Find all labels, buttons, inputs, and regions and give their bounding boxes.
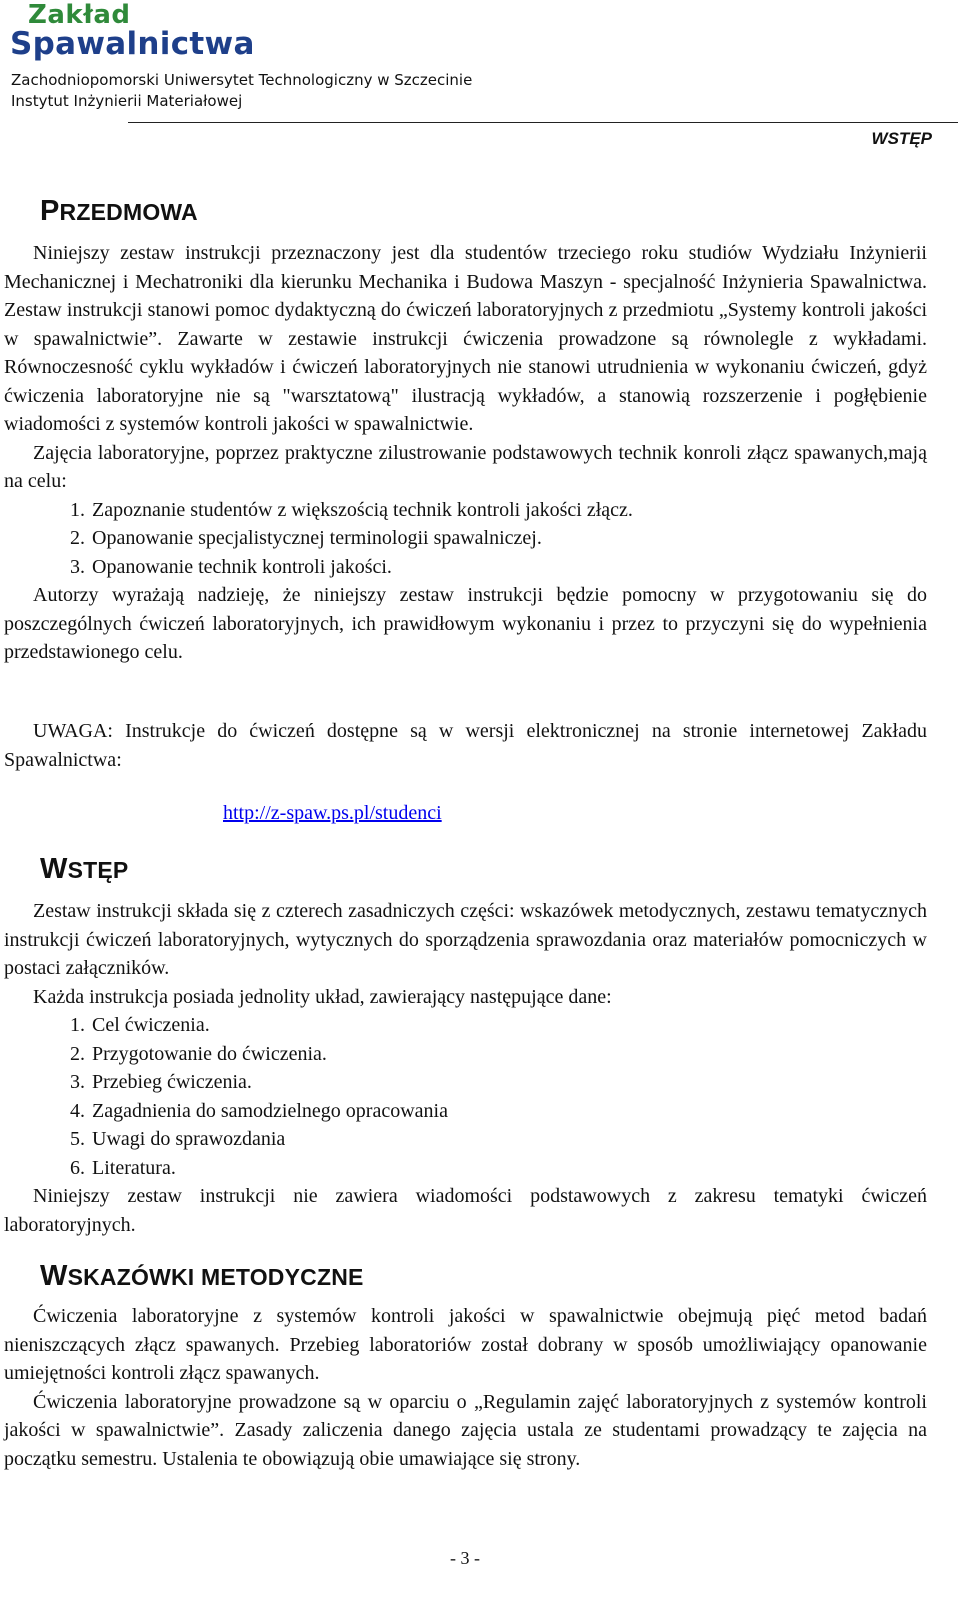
list-item: 3. Opanowanie technik kontroli jakości. (90, 553, 927, 582)
department-logo (10, 2, 255, 60)
university-name: Zachodniopomorski Uniwersytet Technologiczny w Szczecinie (11, 71, 473, 89)
list-item: 6. Literatura. (90, 1154, 927, 1183)
list-item: 2. Przygotowanie do ćwiczenia. (90, 1040, 927, 1069)
methods-heading-initial: W (40, 1260, 68, 1292)
preface-body (4, 239, 927, 667)
running-section-title: WSTĘP (871, 129, 932, 148)
intro-heading (40, 853, 128, 886)
intro-paragraph-3: Niniejszy zestaw instrukcji nie zawiera wiadomości podstawowych z zakresu tematyki ćwiczeń laboratoryjnych. (4, 1185, 927, 1236)
list-item: 3. Przebieg ćwiczenia. (90, 1068, 927, 1097)
note-paragraph: UWAGA: Instrukcje do ćwiczeń dostępne są w wersji elektronicznej na stronie internetowej Zakładu Spawalnictwa: (4, 720, 927, 771)
instruction-structure-list (4, 1011, 927, 1182)
header-divider (128, 122, 958, 123)
list-item: 4. Zagadnienia do samodzielnego opracowania (90, 1097, 927, 1126)
list-item: 1. Cel ćwiczenia. (90, 1011, 927, 1040)
logo-line-1: Zakład (28, 0, 131, 30)
logo-line-2: Spawalnictwa (10, 26, 255, 62)
preface-paragraph-2: Zajęcia laboratoryjne, poprzez praktyczne zilustrowanie podstawowych technik konroli złącz spawanych,mają na celu: (4, 441, 927, 492)
preface-heading (40, 195, 198, 228)
preface-goals-list (4, 496, 927, 582)
intro-paragraph-2: Każda instrukcja posiada jednolity układ, zawierający następujące dane: (33, 985, 612, 1008)
intro-heading-rest: STĘP (67, 857, 129, 883)
preface-note (4, 717, 927, 774)
preface-heading-initial: P (40, 195, 60, 227)
intro-paragraph-1: Zestaw instrukcji składa się z czterech zasadniczych części: wskazówek metodycznych, zestawu tematycznych instrukcji ćwiczeń laboratoryjnych, wytycznych do sporządzenia sprawozdania oraz materiałów pomocniczych w postaci załączników. (4, 900, 927, 979)
preface-paragraph-1: Niniejszy zestaw instrukcji przeznaczony jest dla studentów trzeciego roku studiów Wydziału Inżynierii Mechanicznej i Mechatroniki dla kierunku Mechanika i Budowa Maszyn - specjalność Inżynieria Spawalnictwa. Zestaw instrukcji stanowi pomoc dydaktyczną do ćwiczeń laboratoryjnych z przedmiotu „Systemy kontroli jakości w spawalnictwie”. Zawarte w zestawie instrukcji ćwiczenia prowadzone są równolegle z wykładami. Równoczesność cyklu wykładów i ćwiczeń laboratoryjnych nie stanowi utrudnienia w wykonaniu ćwiczeń, gdyż ćwiczenia laboratoryjne nie są "warsztatową" ilustracją wykładów, a stanowią rozszerzenie i pogłębienie wiadomości z systemów kontroli jakości w spawalnictwie. (4, 242, 927, 435)
preface-paragraph-3: Autorzy wyrażają nadzieję, że niniejszy zestaw instrukcji będzie pomocny w przygotowaniu się do poszczególnych ćwiczeń laboratoryjnych, ich prawidłowym wykonaniu i przez to przyczyni się do wypełnienia przedstawionego celu. (4, 584, 927, 663)
institute-name: Instytut Inżynierii Materiałowej (11, 92, 243, 110)
page-number: - 3 - (450, 1548, 480, 1568)
methods-heading-rest: SKAZÓWKI METODYCZNE (67, 1264, 364, 1290)
list-item: 1. Zapoznanie studentów z większością technik kontroli jakości złącz. (90, 496, 927, 525)
preface-heading-rest: RZEDMOWA (59, 199, 198, 225)
methods-heading (40, 1260, 364, 1293)
list-item: 2. Opanowanie specjalistycznej terminologii spawalniczej. (90, 524, 927, 553)
intro-heading-initial: W (40, 853, 68, 885)
course-materials-link[interactable]: http://z-spaw.ps.pl/studenci (223, 802, 442, 824)
affiliation (11, 70, 472, 112)
methods-paragraph-2: Ćwiczenia laboratoryjne prowadzone są w oparciu o „Regulamin zajęć laboratoryjnych z systemów kontroli jakości w spawalnictwie”. Zasady zaliczenia danego zajęcia ustala ze studentami prowadzący te zajęcia na początku semestru. Ustalenia te obowiązują obie umawiające się strony. (4, 1390, 927, 1470)
methods-body (4, 1302, 927, 1473)
list-item: 5. Uwagi do sprawozdania (90, 1125, 927, 1154)
methods-paragraph-1: Ćwiczenia laboratoryjne z systemów kontroli jakości w spawalnictwie obejmują pięć metod badań nieniszczących złącz spawanych. Przebieg laboratoriów został dobrany w sposób umożliwiający opanowanie umiejętności kontroli złącz spawanych. (4, 1305, 927, 1384)
intro-body (4, 897, 927, 1239)
